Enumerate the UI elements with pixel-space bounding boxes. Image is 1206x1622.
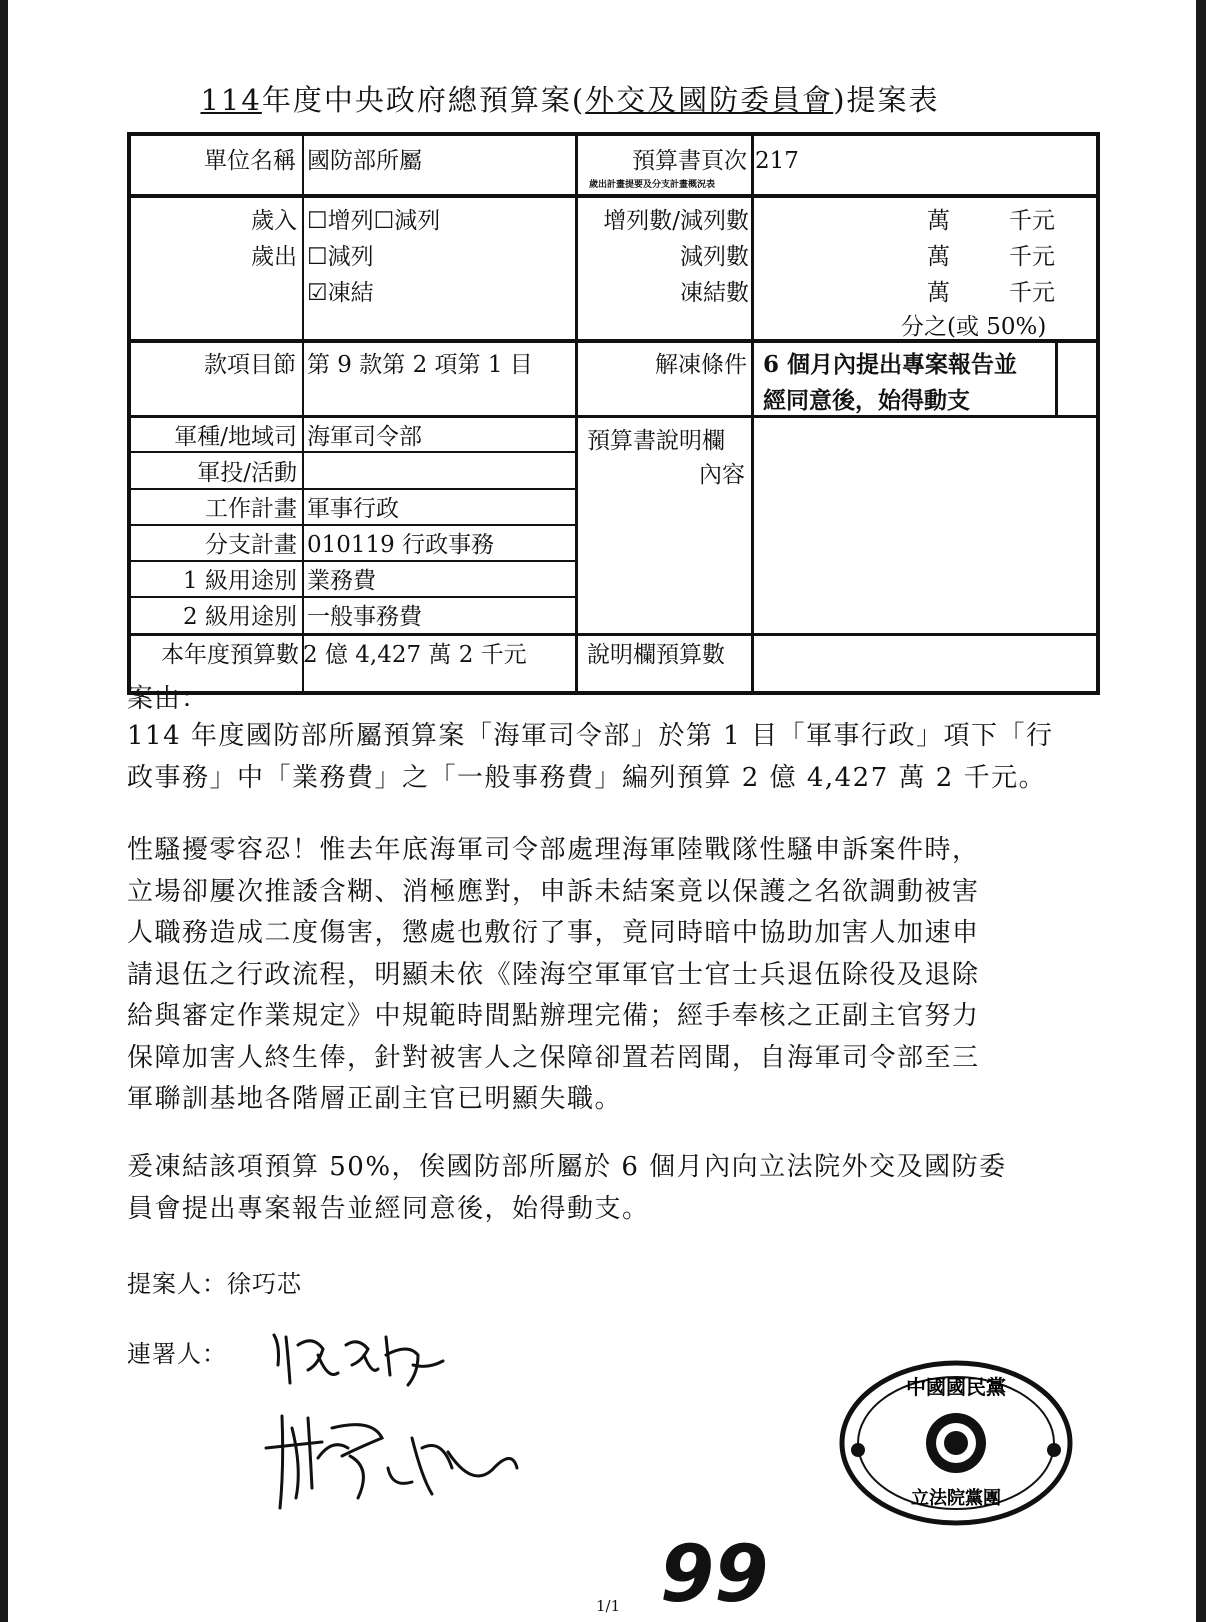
unfreeze-condition-line2: 經同意後，始得動支	[763, 387, 970, 414]
use-level1-label: 1 級用途別	[183, 568, 297, 594]
proposer: 提案人：徐巧芯	[127, 1270, 302, 1298]
revenue-options: ☐增列☐減列	[307, 208, 441, 234]
activity-label: 軍投/活動	[197, 460, 297, 486]
annual-budget-value: 2 億 4,427 萬 2 千元	[303, 642, 527, 668]
budget-page-value: 217	[755, 148, 799, 174]
branch-label: 軍種/地域司	[174, 424, 297, 450]
unfreeze-condition-line1: 6 個月內提出專案報告並	[763, 351, 1018, 378]
unit-name-label: 單位名稱	[204, 148, 296, 174]
unit-name-value: 國防部所屬	[307, 148, 422, 174]
description-budget-label: 說明欄預算數	[587, 642, 725, 668]
inc-dec-amount-label: 增列數/減列數	[603, 208, 749, 234]
signature-2	[262, 1408, 532, 1518]
item-value: 第 9 款第 2 項第 1 目	[307, 352, 533, 378]
freeze-amount-label: 凍結數	[680, 280, 749, 306]
unit-thousand-3: 千元	[1009, 280, 1055, 306]
expense-label: 歲出	[251, 244, 297, 270]
cosigner-label: 連署人：	[127, 1340, 227, 1368]
sub-plan-label: 分支計畫	[205, 532, 297, 558]
unit-wan-3: 萬	[927, 280, 950, 306]
expense-freeze-option: ☑凍結	[307, 280, 374, 306]
unit-thousand-1: 千元	[1009, 208, 1055, 234]
budget-page-label: 預算書頁次	[632, 148, 747, 174]
unit-thousand-2: 千元	[1009, 244, 1055, 270]
seal-bottom-text: 立法院黨團	[911, 1488, 1001, 1509]
unit-wan-1: 萬	[927, 208, 950, 234]
use-level2-value: 一般事務費	[307, 604, 422, 630]
proposal-form-table	[127, 132, 1100, 695]
reason-paragraph-2: 性騷擾零容忍！惟去年底海軍司令部處理海軍陸戰隊性騷申訴案件時， 立場卻屢次推諉含糊、消極應對，申訴未結案竟以保護之名欲調動被害 人職務造成二度傷害，懲處也敷衍了事，竟同時暗中協助加害人加速申 請退伍之行政流程，明顯未依《陸海空軍軍官士官士兵退伍除役及退除 給與審定作業規定》中規範時間點辦理完備；經手奉核之正副主官努力 保障加害人終生俸，針對被害人之保障卻置若罔聞，自海軍司令部至三 軍聯訓基地各階層正副主官已明顯失職。	[127, 835, 980, 1114]
budget-description-label-2: 內容	[699, 462, 745, 488]
handwritten-number: 99	[660, 1530, 769, 1620]
reason-paragraph-1: 114 年度國防部所屬預算案「海軍司令部」於第 1 目「軍事行政」項下「行 政事務」中「業務費」之「一般事務費」編列預算 2 億 4,427 萬 2 千元。	[127, 721, 1054, 793]
budget-description-label: 預算書說明欄	[587, 428, 725, 454]
page-number: 1/1	[596, 1597, 621, 1615]
signature-1	[268, 1325, 468, 1405]
seal-top-text: 中國國民黨	[906, 1375, 1006, 1399]
branch-value: 海軍司令部	[307, 424, 422, 450]
sub-plan-value: 010119 行政事務	[307, 532, 495, 558]
unit-wan-2: 萬	[927, 244, 950, 270]
item-label: 款項目節	[204, 352, 296, 378]
freeze-fraction: 分之(或 50%)	[901, 314, 1047, 340]
work-plan-label: 工作計畫	[205, 496, 297, 522]
reason-paragraph-3: 爰凍結該項預算 50%，俟國防部所屬於 6 個月內向立法院外交及國防委 員會提出專案報告並經同意後，始得動支。	[127, 1152, 1007, 1224]
budget-page-note: 歲出計畫提要及分支計畫概況表	[589, 180, 716, 190]
use-level2-label: 2 級用途別	[183, 604, 297, 630]
left-border	[0, 0, 8, 1622]
use-level1-value: 業務費	[307, 568, 376, 594]
expense-cut-option: ☐減列	[307, 244, 374, 270]
party-caucus-seal	[836, 1358, 1076, 1528]
decrease-amount-label: 減列數	[680, 244, 749, 270]
annual-budget-label: 本年度預算數	[161, 642, 299, 668]
page-title: 114年度中央政府總預算案(外交及國防委員會)提案表	[200, 83, 940, 117]
work-plan-value: 軍事行政	[307, 496, 399, 522]
unfreeze-condition-label: 解凍條件	[655, 352, 747, 378]
right-border	[1196, 0, 1206, 1622]
revenue-label: 歲入	[251, 208, 297, 234]
reason-label: 案由：	[127, 684, 209, 714]
